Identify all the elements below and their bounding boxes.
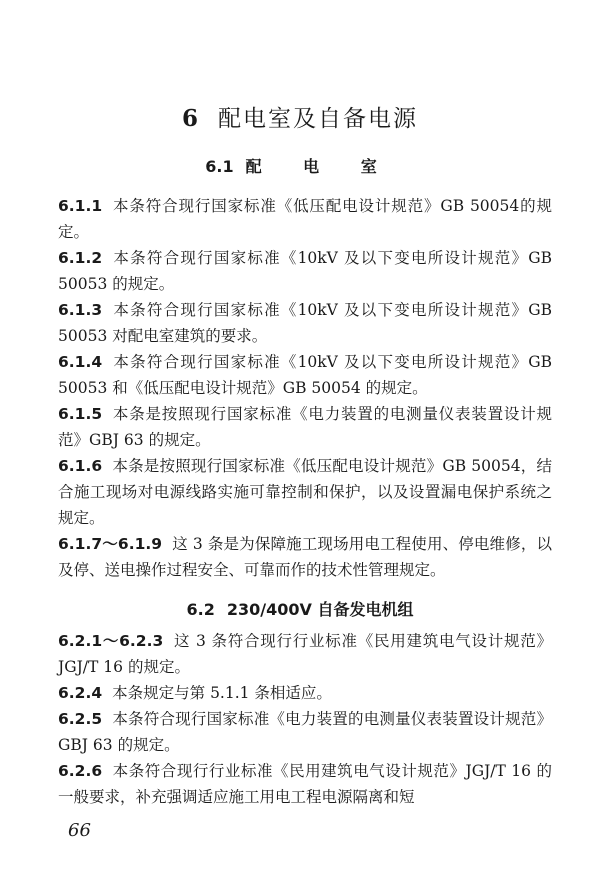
clause-number: 6.2.5 [58, 710, 103, 728]
clause-number: 6.1.2 [58, 249, 103, 267]
clause-text: 本条符合现行行业标准《民用建筑电气设计规范》JGJ/T 16 的一般要求，补充强调适应施工用电工程电源隔离和短 [58, 762, 552, 806]
clause-number: 6.1.4 [58, 353, 103, 371]
section-heading [0, 154, 600, 177]
chapter-number: 6 [181, 105, 200, 132]
section-title: 230/400V 自备发电机组 [226, 600, 414, 619]
clause-paragraph [58, 297, 552, 349]
clause-paragraph [58, 453, 552, 531]
clause-paragraph [58, 758, 552, 810]
clause-paragraph [58, 680, 552, 706]
clause-number: 6.2.4 [58, 684, 103, 702]
clause-text: 本条符合现行国家标准《10kV 及以下变电所设计规范》GB 50053 对配电室建筑的要求。 [58, 301, 552, 345]
clause-text: 这 3 条符合现行行业标准《民用建筑电气设计规范》JGJ/T 16 的规定。 [58, 632, 552, 676]
clause-number: 6.2.6 [58, 762, 103, 780]
section-title: 配 电 室 [245, 157, 395, 176]
clause-paragraph [58, 349, 552, 401]
clause-text: 本条是按照现行国家标准《低压配电设计规范》GB 50054，结合施工现场对电源线路实施可靠控制和保护，以及设置漏电保护系统之规定。 [58, 457, 552, 527]
clause-number: 6.1.7～6.1.9 [58, 535, 163, 553]
clause-number: 6.1.1 [58, 197, 103, 215]
section-heading [0, 597, 600, 620]
clause-paragraph [58, 706, 552, 758]
clause-paragraph [58, 193, 552, 245]
clause-text: 本条规定与第 5.1.1 条相适应。 [112, 684, 332, 702]
clause-paragraph [58, 628, 552, 680]
chapter-heading [0, 100, 600, 133]
section-number: 6.2 [186, 600, 215, 619]
clause-number: 6.1.6 [58, 457, 103, 475]
clause-text: 这 3 条是为保障施工现场用电工程使用、停电维修，以及停、送电操作过程安全、可靠而作的技术性管理规定。 [58, 535, 552, 579]
section-number: 6.1 [205, 157, 234, 176]
clause-text: 本条符合现行国家标准《电力装置的电测量仪表装置设计规范》GBJ 63 的规定。 [58, 710, 552, 754]
clause-number: 6.1.5 [58, 405, 103, 423]
clause-paragraph [58, 531, 552, 583]
clause-text: 本条是按照现行国家标准《电力装置的电测量仪表装置设计规范》GBJ 63 的规定。 [58, 405, 552, 449]
clause-text: 本条符合现行国家标准《低压配电设计规范》GB 50054的规定。 [58, 197, 552, 241]
clause-paragraph [58, 401, 552, 453]
chapter-title: 配电室及自备电源 [218, 106, 418, 132]
clause-text: 本条符合现行国家标准《10kV 及以下变电所设计规范》GB 50053 和《低压配电设计规范》GB 50054 的规定。 [58, 353, 552, 397]
clause-paragraph [58, 245, 552, 297]
clause-number: 6.2.1～6.2.3 [58, 632, 164, 650]
page-number: 66 [68, 820, 91, 841]
clause-text: 本条符合现行国家标准《10kV 及以下变电所设计规范》GB 50053 的规定。 [58, 249, 552, 293]
clause-number: 6.1.3 [58, 301, 103, 319]
